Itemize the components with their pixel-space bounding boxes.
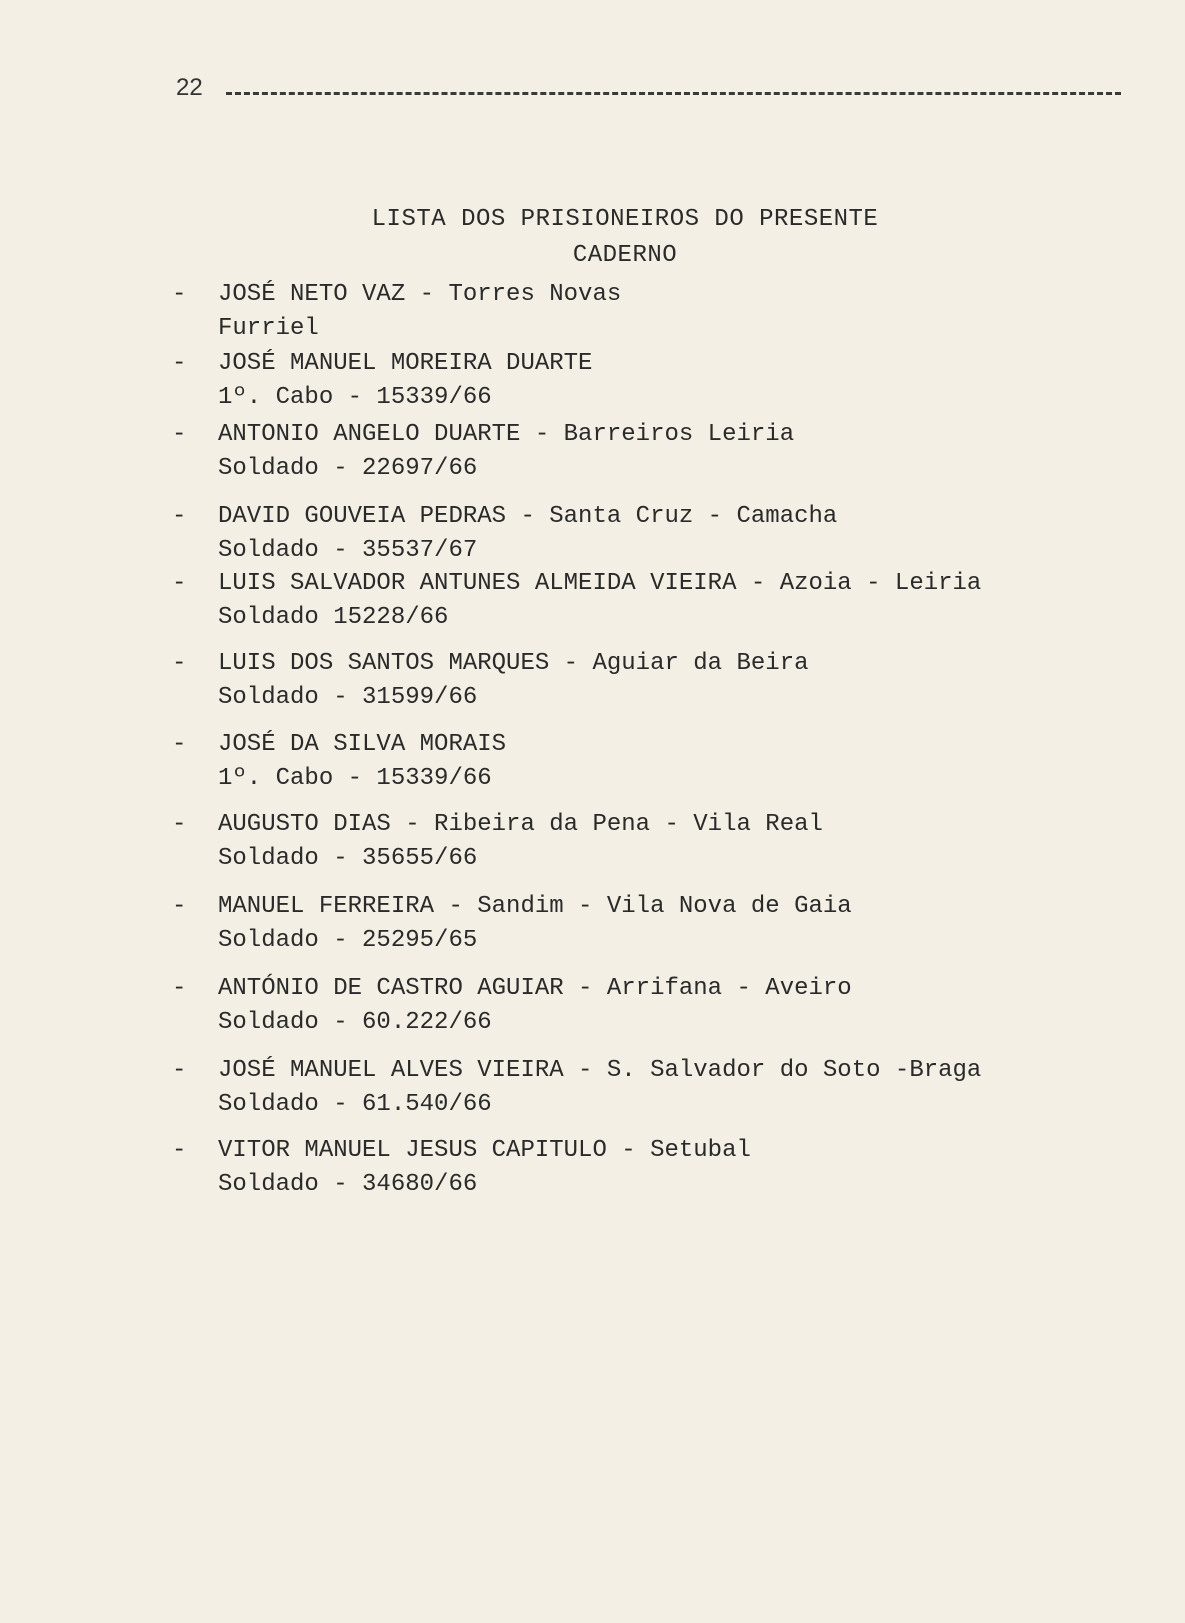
prisoner-name: MANUEL FERREIRA - Sandim - Vila Nova de Gaia [218, 893, 852, 920]
prisoner-rank-number: Soldado 15228/66 [218, 604, 449, 631]
title-line-2: CADERNO [572, 242, 678, 269]
prisoner-name: LUIS DOS SANTOS MARQUES - Aguiar da Beira [218, 650, 809, 677]
prisoner-name: VITOR MANUEL JESUS CAPITULO - Setubal [218, 1137, 751, 1164]
list-item-marker: - [172, 1137, 187, 1164]
list-item-marker: - [172, 281, 187, 308]
list-item-marker: - [172, 350, 187, 377]
prisoner-name: DAVID GOUVEIA PEDRAS - Santa Cruz - Camacha [218, 503, 838, 530]
prisoner-name: LUIS SALVADOR ANTUNES ALMEIDA VIEIRA - Azoia - Leiria [218, 570, 982, 597]
prisoner-rank-number: Soldado - 60.222/66 [218, 1009, 492, 1036]
prisoner-name: ANTÓNIO DE CASTRO AGUIAR - Arrifana - Aveiro [218, 975, 852, 1002]
list-item-marker: - [172, 650, 187, 677]
list-item-marker: - [172, 975, 187, 1002]
page-title [300, 202, 950, 274]
list-item-marker: - [172, 503, 187, 530]
header-dashed-rule [226, 92, 1121, 95]
list-item-marker: - [172, 570, 187, 597]
prisoner-rank-number: Soldado - 34680/66 [218, 1171, 478, 1198]
prisoner-rank-number: Soldado - 25295/65 [218, 927, 478, 954]
prisoner-name: JOSÉ MANUEL ALVES VIEIRA - S. Salvador do Soto -Braga [218, 1057, 982, 1084]
prisoner-name: JOSÉ MANUEL MOREIRA DUARTE [218, 350, 593, 377]
list-item-marker: - [172, 731, 187, 758]
list-item-marker: - [172, 893, 187, 920]
prisoner-rank-number: Soldado - 61.540/66 [218, 1091, 492, 1118]
prisoner-rank-number: Soldado - 22697/66 [218, 455, 478, 482]
prisoner-name: ANTONIO ANGELO DUARTE - Barreiros Leiria [218, 421, 795, 448]
list-item-marker: - [172, 811, 187, 838]
prisoner-name: JOSÉ NETO VAZ - Torres Novas [218, 281, 622, 308]
prisoner-rank-number: Soldado - 35537/67 [218, 537, 478, 564]
prisoner-rank-number: Soldado - 35655/66 [218, 845, 478, 872]
prisoner-rank-number: Soldado - 31599/66 [218, 684, 478, 711]
prisoner-name: AUGUSTO DIAS - Ribeira da Pena - Vila Real [218, 811, 823, 838]
page-header [176, 74, 1121, 110]
prisoner-rank-number: 1º. Cabo - 15339/66 [218, 765, 492, 792]
title-line-1: LISTA DOS PRISIONEIROS DO PRESENTE [371, 206, 879, 233]
list-item-marker: - [172, 1057, 187, 1084]
prisoner-rank-number: 1º. Cabo - 15339/66 [218, 384, 492, 411]
prisoner-name: JOSÉ DA SILVA MORAIS [218, 731, 507, 758]
list-item-marker: - [172, 421, 187, 448]
prisoner-rank-number: Furriel [218, 315, 319, 342]
page-number: 22 [176, 74, 203, 101]
